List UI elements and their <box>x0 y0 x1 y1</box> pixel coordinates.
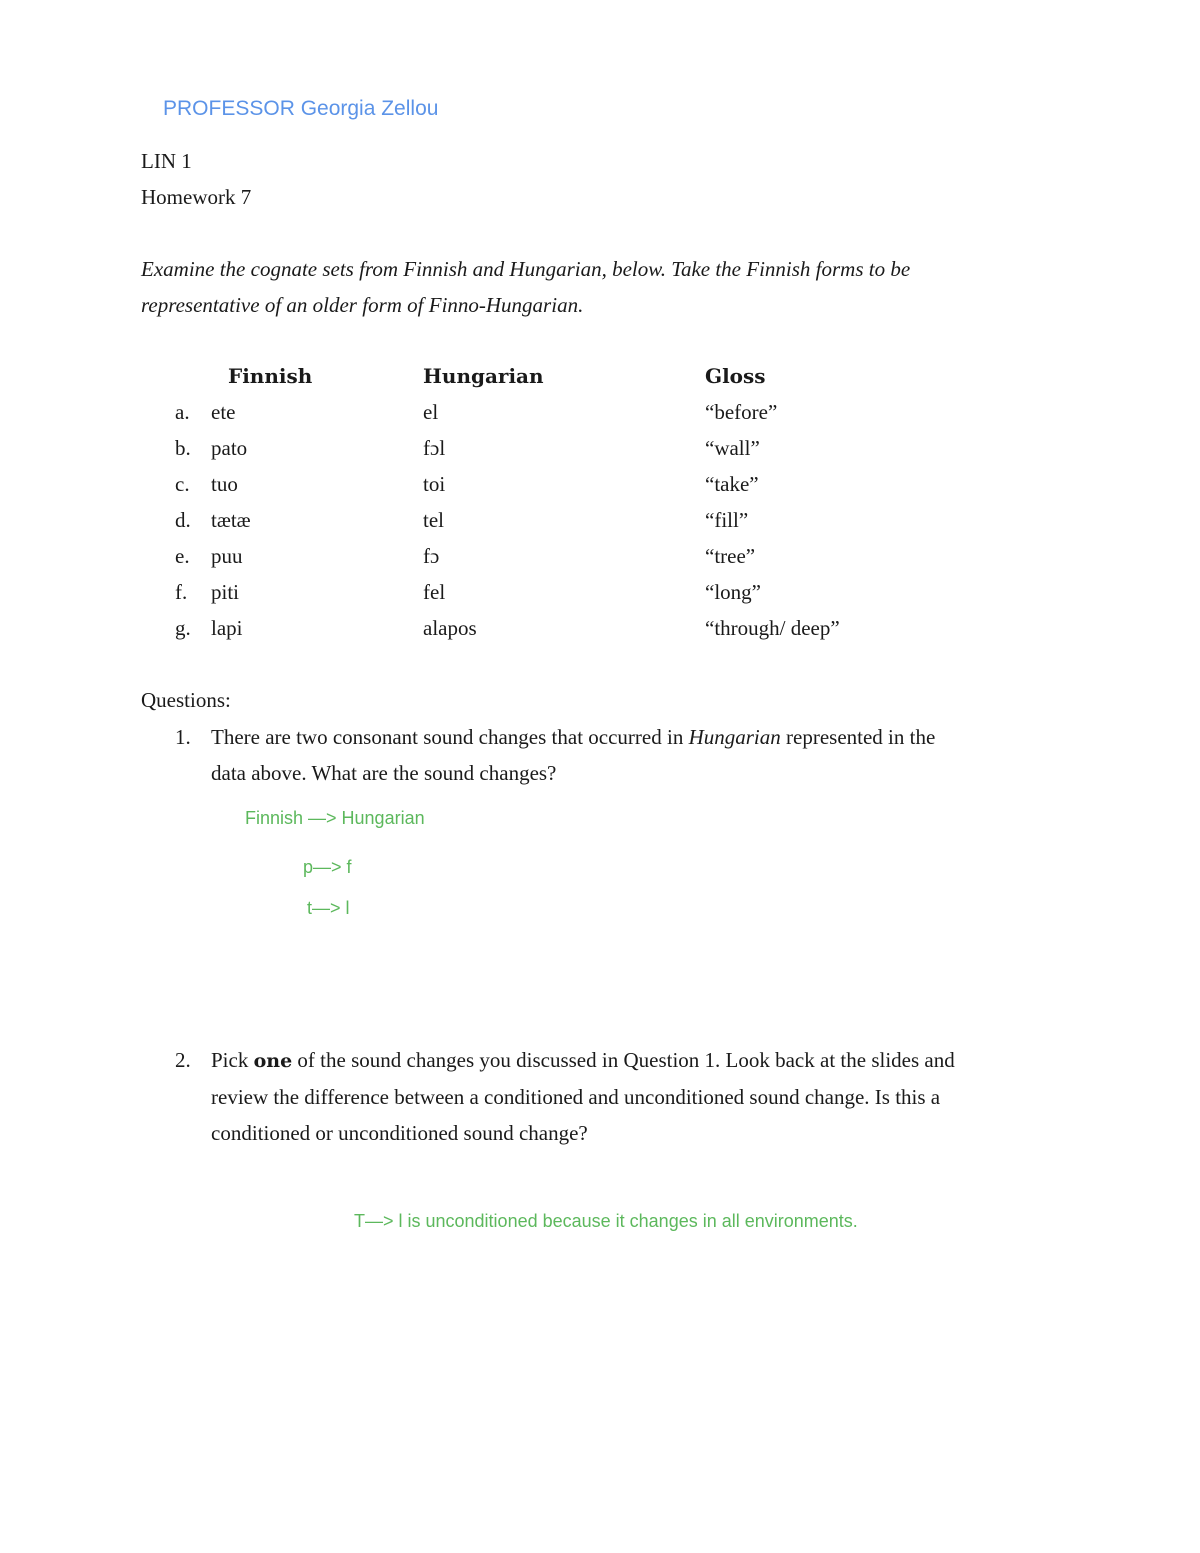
questions-heading: Questions: <box>141 688 231 712</box>
finnish-form: ete <box>211 400 236 424</box>
hungarian-form: fel <box>423 580 446 604</box>
q1-text-emphasis: Hungarian <box>688 725 781 749</box>
column-header-hungarian: Hungarian <box>423 364 544 388</box>
answer-1-heading: Finnish —> Hungarian <box>245 808 425 828</box>
question-2-number: 2. <box>175 1048 191 1072</box>
column-header-gloss: Gloss <box>705 364 766 388</box>
row-label: c. <box>175 472 190 496</box>
row-label: e. <box>175 544 190 568</box>
row-label: f. <box>175 580 188 604</box>
gloss: “through/ deep” <box>705 616 840 640</box>
q2-text-bold: one <box>253 1050 293 1072</box>
finnish-form: piti <box>211 580 240 604</box>
hungarian-form: fɔ <box>423 544 440 568</box>
question-2-line-3: conditioned or unconditioned sound change? <box>211 1121 588 1145</box>
hungarian-form: tel <box>423 508 444 532</box>
finnish-form: pato <box>211 436 248 460</box>
q2-text-post: of the sound changes you discussed in Question 1. Look back at the slides and <box>292 1048 955 1072</box>
answer-1-change-1: p—> f <box>303 857 352 877</box>
gloss: “fill” <box>705 508 749 532</box>
hungarian-form: el <box>423 400 439 424</box>
intro-text-1: Examine the cognate sets from Finnish and Hungarian, below. Take the Finnish forms to be <box>141 257 911 281</box>
question-1-number: 1. <box>175 725 191 749</box>
q1-text-post: represented in the <box>780 725 936 749</box>
answer-2: T—> l is unconditioned because it changes in all environments. <box>354 1211 858 1231</box>
hungarian-form: alapos <box>423 616 477 640</box>
course-code: LIN 1 <box>141 149 192 173</box>
intro-text-line-2 <box>141 293 583 318</box>
professor-name: PROFESSOR Georgia Zellou <box>163 97 439 120</box>
question-1-line-1 <box>211 725 935 750</box>
finnish-form: tætæ <box>211 508 251 532</box>
question-2-line-1 <box>211 1048 955 1073</box>
q2-text-pre: Pick <box>211 1048 254 1072</box>
q1-text-pre: There are two consonant sound changes that occurred in <box>211 725 689 749</box>
finnish-form: puu <box>211 544 243 568</box>
gloss: “take” <box>705 472 759 496</box>
assignment-title: Homework 7 <box>141 185 252 209</box>
intro-text-line-1 <box>141 257 910 282</box>
hungarian-form: toi <box>423 472 446 496</box>
question-1-line-2: data above. What are the sound changes? <box>211 761 557 785</box>
question-2-line-2: review the difference between a conditioned and unconditioned sound change. Is this a <box>211 1085 941 1109</box>
gloss: “tree” <box>705 544 756 568</box>
row-label: a. <box>175 400 190 424</box>
gloss: “wall” <box>705 436 760 460</box>
row-label: g. <box>175 616 191 640</box>
finnish-form: lapi <box>211 616 243 640</box>
hungarian-form: fɔl <box>423 436 446 460</box>
finnish-form: tuo <box>211 472 238 496</box>
row-label: b. <box>175 436 191 460</box>
column-header-finnish: Finnish <box>228 364 313 388</box>
intro-text-2: representative of an older form of Finno-Hungarian. <box>141 293 584 317</box>
answer-1-change-2: t—> l <box>307 898 350 918</box>
gloss: “long” <box>705 580 761 604</box>
gloss: “before” <box>705 400 778 424</box>
row-label: d. <box>175 508 191 532</box>
